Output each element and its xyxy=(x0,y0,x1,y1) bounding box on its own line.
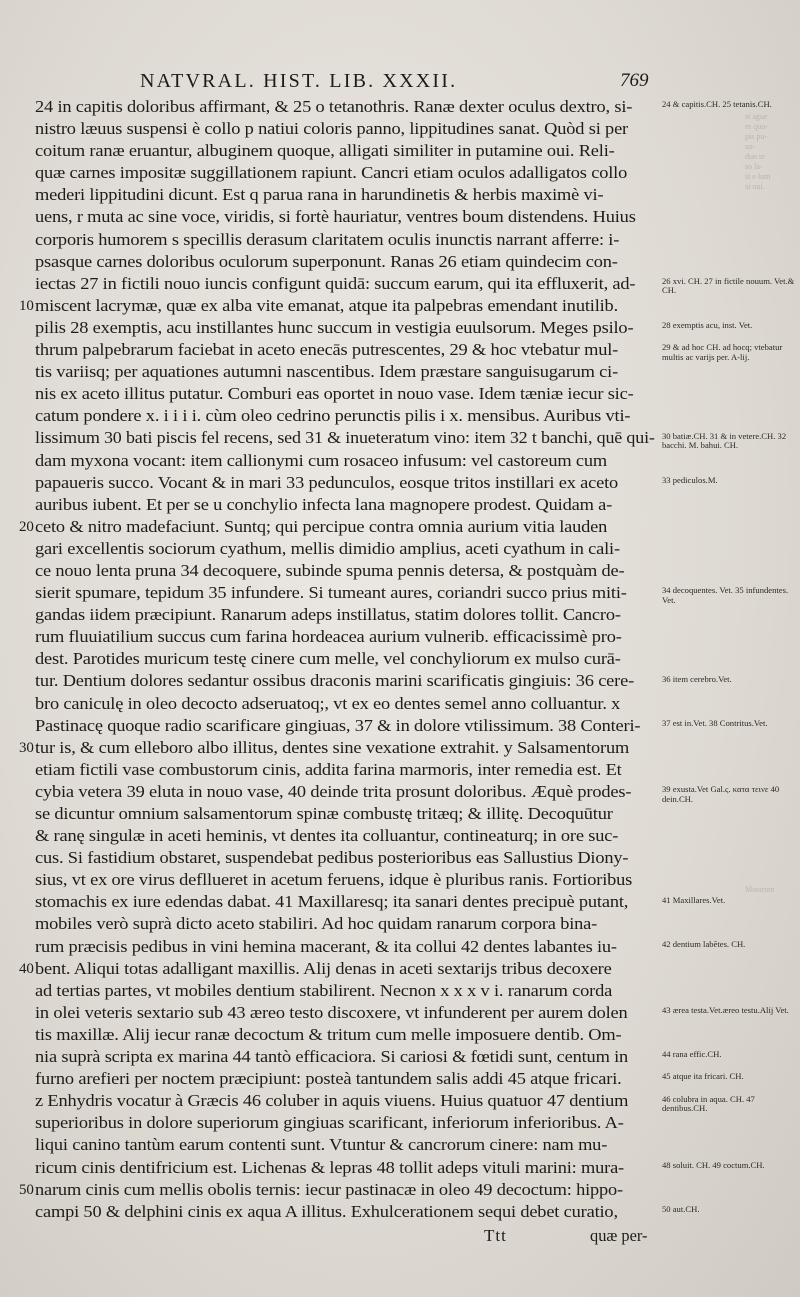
line-number: 40 xyxy=(19,960,34,977)
line-text: psasque carnes doloribus oculorum superponunt. Ranas 26 etiam quindecim con- xyxy=(35,251,618,271)
line-text: uens, r muta ac sine voce, viridis, si fortè hauriatur, ventres boum distendens. Huius xyxy=(35,207,636,227)
line-text: thrum palpebrarum faciebat in aceto enecās putrescentes, 29 & hoc vtebatur mul- xyxy=(35,340,619,360)
show-through-text: st ague m quo- pis pu- su- dun te so la- st e lum si oui. xyxy=(745,112,771,191)
text-line xyxy=(19,516,655,538)
text-line xyxy=(35,936,655,958)
text-line xyxy=(35,1024,655,1046)
text-line xyxy=(35,229,655,251)
line-text: nia suprà scripta ex marina 44 tantò efficaciora. Si cariosi & fœtidi sunt, centum in xyxy=(35,1047,629,1067)
line-text: in olei veteris sextario sub 43 æreo testo discoxere, vt infunderent per aurem dolen xyxy=(35,1002,628,1022)
margin-note: 50 aut.CH. xyxy=(662,1204,700,1214)
text-line xyxy=(35,781,655,803)
text-line xyxy=(35,560,655,582)
line-text: furno arefieri per noctem præcipiunt: posteà tantundem salis addi 45 atque fricari. xyxy=(35,1069,622,1089)
margin-note: 28 exemptis acu, inst. Vet. xyxy=(662,320,753,330)
text-line xyxy=(35,1112,655,1134)
line-text: pilis 28 exemptis, acu instillantes hunc succum in vestigia euulsorum. Meges psilo- xyxy=(35,317,634,337)
line-text: papaueris succo. Vocant & in mari 33 pedunculos, eosque tritos instillari ex aceto xyxy=(35,472,619,492)
show-through-text-lower: Mostrom xyxy=(745,885,775,894)
text-line xyxy=(35,494,655,516)
margin-note: 26 xvi. CH. 27 in fictile nouum. Vet.& CH. xyxy=(662,275,795,296)
text-line xyxy=(35,251,655,273)
text-line xyxy=(35,825,655,847)
text-line xyxy=(35,869,655,891)
margin-note: 42 dentium labētes. CH. xyxy=(662,938,746,949)
text-line xyxy=(35,538,655,560)
text-line xyxy=(19,295,655,317)
text-line xyxy=(35,118,655,140)
text-line xyxy=(35,980,655,1002)
text-line xyxy=(35,648,655,670)
text-line xyxy=(35,472,655,494)
line-text: narum cinis cum mellis obolis ternis: iecur pastinacæ in oleo 49 decoctum: hippo- xyxy=(35,1179,623,1199)
margin-note: 36 item cerebro.Vet. xyxy=(662,673,732,684)
line-text: coitum ranæ eruantur, albuginem quoque, alligati similiter in putamine oui. Reli- xyxy=(35,141,615,161)
line-text: rum fluuiatilium succus cum farina hordeacea aurium vulnerib. efficacissimè pro- xyxy=(35,627,622,647)
line-text: ricum cinis dentifricium est. Lichenas & lepras 48 tollit adeps vituli marini: mura- xyxy=(35,1157,624,1177)
page-number: 769 xyxy=(620,70,649,91)
line-number: 20 xyxy=(19,518,34,535)
text-line xyxy=(35,913,655,935)
text-line xyxy=(35,604,655,626)
margin-note: 43 ærea testa.Vet.æreo testu.Alij Vet. xyxy=(662,1005,789,1016)
line-text: campi 50 & delphini cinis ex aqua A illitus. Exhulcerationem sequi debet curatio, xyxy=(35,1201,618,1221)
text-line xyxy=(35,450,655,472)
line-number: 50 xyxy=(19,1181,34,1198)
margin-note: 30 batiæ.CH. 31 & in vetere.CH. 32 bacchi. M. bahui. CH. xyxy=(662,430,787,451)
line-text: mobiles verò suprà dicto aceto stabiliri. Ad hoc quidam ranarum corpora bina- xyxy=(35,914,598,934)
line-text: dam myxona vocant: item callionymi cum rosaceo infusum: vel castoreum cum xyxy=(35,450,607,470)
line-text: Pastinacę quoque radio scarificare gingiuas, 37 & in dolore vtilissimum. 38 Conteri- xyxy=(35,715,641,735)
text-line xyxy=(35,140,655,162)
line-text: liqui canino tantùm earum contenti sunt. Vtuntur & cancrorum cinere: nam mu- xyxy=(35,1135,608,1155)
line-text: corporis humorem s specillis derasum claritatem oculis inunctis narrant afferre: i- xyxy=(35,229,620,249)
margin-note: 29 & ad hoc CH. ad hocq; vtebatur multis ac varijs per. A-lij. xyxy=(662,342,783,362)
line-text: lissimum 30 bati piscis fel recens, sed 31 & inueteratum vino: item 32 t banchi, quē qui- xyxy=(35,428,655,448)
line-text: ceto & nitro madefaciunt. Suntq; qui percipue contra omnia aurium vitia lauden xyxy=(35,516,608,536)
text-line xyxy=(35,1002,655,1024)
text-line xyxy=(35,1157,655,1179)
text-line xyxy=(35,670,655,692)
margin-note: 39 exusta.Vet Gal.ς. κατα τεινε 40 dein.CH. xyxy=(662,784,780,804)
text-line xyxy=(35,1068,655,1090)
line-text: cybia vetera 39 eluta in nouo vase, 40 deinde trita prosunt doloribus. Æquè prodes- xyxy=(35,781,632,801)
text-line xyxy=(19,1179,655,1201)
margin-note: 48 soluit. CH. 49 coctum.CH. xyxy=(662,1159,765,1170)
text-line xyxy=(35,693,655,715)
line-text: sierit spumare, tepidum 35 infundere. Si tumeant aures, coriandri succo prius miti- xyxy=(35,583,627,603)
text-line xyxy=(35,582,655,604)
margin-note: 45 atque ita fricari. CH. xyxy=(662,1071,744,1082)
margin-note: 41 Maxillares.Vet. xyxy=(662,894,726,905)
line-text: miscent lacrymæ, quæ ex alba vite emanat, atque ita palpebras emendant inutilib. xyxy=(35,295,618,315)
text-line xyxy=(35,1201,655,1223)
line-text: rum præcisis pedibus in vini hemina macerant, & ita collui 42 dentes labantes iu- xyxy=(35,936,617,956)
text-line xyxy=(35,361,655,383)
text-line xyxy=(35,803,655,825)
text-line xyxy=(35,405,655,427)
margin-note: 24 & capitis.CH. 25 tetanis.CH. xyxy=(662,99,772,109)
page-header xyxy=(140,70,700,98)
text-line xyxy=(35,162,655,184)
text-line xyxy=(35,847,655,869)
line-text: & ranę singulæ in aceti heminis, vt dentes ita colluantur, contineaturq; in ore suc- xyxy=(35,826,619,846)
main-text-column xyxy=(19,96,655,1223)
text-line xyxy=(35,1046,655,1068)
line-text: bro caniculę in oleo decocto adseruatoq;, vt ex eo dentes semel anno colluantur. x xyxy=(35,693,621,713)
line-text: cus. Si fastidium obstaret, suspendebat pedibus posterioribus eas Sallustius Diony- xyxy=(35,848,629,868)
margin-note: 34 decoquentes. Vet. 35 infundentes. Vet. xyxy=(662,585,789,605)
text-line xyxy=(19,958,655,980)
text-line xyxy=(19,737,655,759)
catchword: quæ per- xyxy=(590,1226,648,1245)
line-text: sius, vt ex ore virus defllueret in acetum feruens, idque è pluribus ranis. Fortioribus xyxy=(35,870,633,890)
margin-note: 44 rana effic.CH. xyxy=(662,1049,722,1060)
line-text: bent. Aliqui totas adalligant maxillis. Alij denas in aceti sextarijs tribus decoxere xyxy=(35,958,612,978)
line-text: quæ carnes impositæ suggillationem rapiunt. Cancri etiam oculos adalligatos collo xyxy=(35,163,628,183)
text-line xyxy=(35,715,655,737)
line-text: 24 in capitis doloribus affirmant, & 25 o tetanothris. Ranæ dexter oculus dextro, si- xyxy=(35,97,633,116)
text-line xyxy=(35,317,655,339)
line-text: gandas iidem præcipiunt. Ranarum adeps instillatus, statim dolores tollit. Cancro- xyxy=(35,605,621,625)
line-text: etiam fictili vase combustorum cinis, addita farina marmoris, inter remedia est. Et xyxy=(35,759,622,779)
line-text: ad tertias partes, vt mobiles dentium stabilirent. Necnon x x x v i. ranarum corda xyxy=(35,980,613,1000)
line-number: 30 xyxy=(19,739,34,756)
line-text: tis maxillæ. Alij iecur ranæ decoctum & tritum cum melle imposuere dentib. Om- xyxy=(35,1024,622,1044)
signature-mark: Ttt xyxy=(484,1226,507,1245)
text-line xyxy=(35,759,655,781)
margin-note: 46 colubra in aqua. CH. 47 dentibus.CH. xyxy=(662,1093,755,1114)
running-head: NATVRAL. HIST. LIB. XXXII. xyxy=(140,70,458,92)
text-line xyxy=(35,626,655,648)
line-text: ce nouo lenta pruna 34 decoquere, subinde spuma pennis detersa, & postquàm de- xyxy=(35,560,625,580)
line-text: superioribus in dolore superiorum gingiuas scarificant, inferiorum inferioribus. A- xyxy=(35,1113,624,1133)
line-text: z Enhydris vocatur à Græcis 46 coluber in aquis viuens. Huius quatuor 47 dentium xyxy=(35,1091,629,1111)
line-text: auribus iubent. Et per se u conchylio infecta lana magnopere prodest. Quidam a- xyxy=(35,494,613,514)
margin-note: 37 est in.Vet. 38 Contritus.Vet. xyxy=(662,717,768,728)
line-text: nis ex aceto illitus putatur. Comburi eas oportet in nouo vase. Idem tæniæ iecur sic- xyxy=(35,384,634,404)
line-text: gari excellentis sociorum cyathum, mellis dimidio amplius, aceti cyathum in cali- xyxy=(35,538,620,558)
line-text: stomachis ex iure edendas dabat. 41 Maxillaresq; ita sanari dentes precipuè putant, xyxy=(35,892,629,912)
text-line xyxy=(35,273,655,295)
line-text: iectas 27 in fictili nouo iuncis configunt quidā: succum earum, qui ita effluxerit, ad- xyxy=(35,273,636,293)
text-line xyxy=(35,1134,655,1156)
line-text: tur is, & cum elleboro albo illitus, dentes sine vexatione extrahit. y Salsamentorum xyxy=(35,737,630,757)
text-line xyxy=(35,427,655,449)
line-text: tis variisq; per aquationes autumni nascentibus. Idem præstare sanguisugarum ci- xyxy=(35,362,619,382)
line-text: catum pondere x. i i i i. cùm oleo cedrino perunctis pilis i x. mensibus. Auribus vti- xyxy=(35,406,631,426)
line-text: se dicuntur omnium salsamentorum spinæ combustę tritæq; & illitę. Decoquūtur xyxy=(35,804,613,823)
text-line xyxy=(35,184,655,206)
text-line xyxy=(35,339,655,361)
line-text: nistro læuus suspensi è collo p natiui coloris panno, lippitudines sanat. Quòd si per xyxy=(35,119,629,139)
line-text: tur. Dentium dolores sedantur ossibus draconis marini scarificatis gingiuis: 36 cere- xyxy=(35,671,635,691)
margin-note: 33 pediculos.M. xyxy=(662,474,718,485)
text-line xyxy=(35,383,655,405)
text-line xyxy=(35,96,655,118)
line-text: dest. Parotides muricum testę cinere cum melle, vel conchyliorum ex mulso curā- xyxy=(35,649,621,669)
text-line xyxy=(35,891,655,913)
text-line xyxy=(35,1090,655,1112)
line-number: 10 xyxy=(19,297,34,314)
line-text: mederi lippitudini dicunt. Est q parua rana in harundinetis & herbis maximè vi- xyxy=(35,185,604,205)
text-line xyxy=(35,206,655,228)
